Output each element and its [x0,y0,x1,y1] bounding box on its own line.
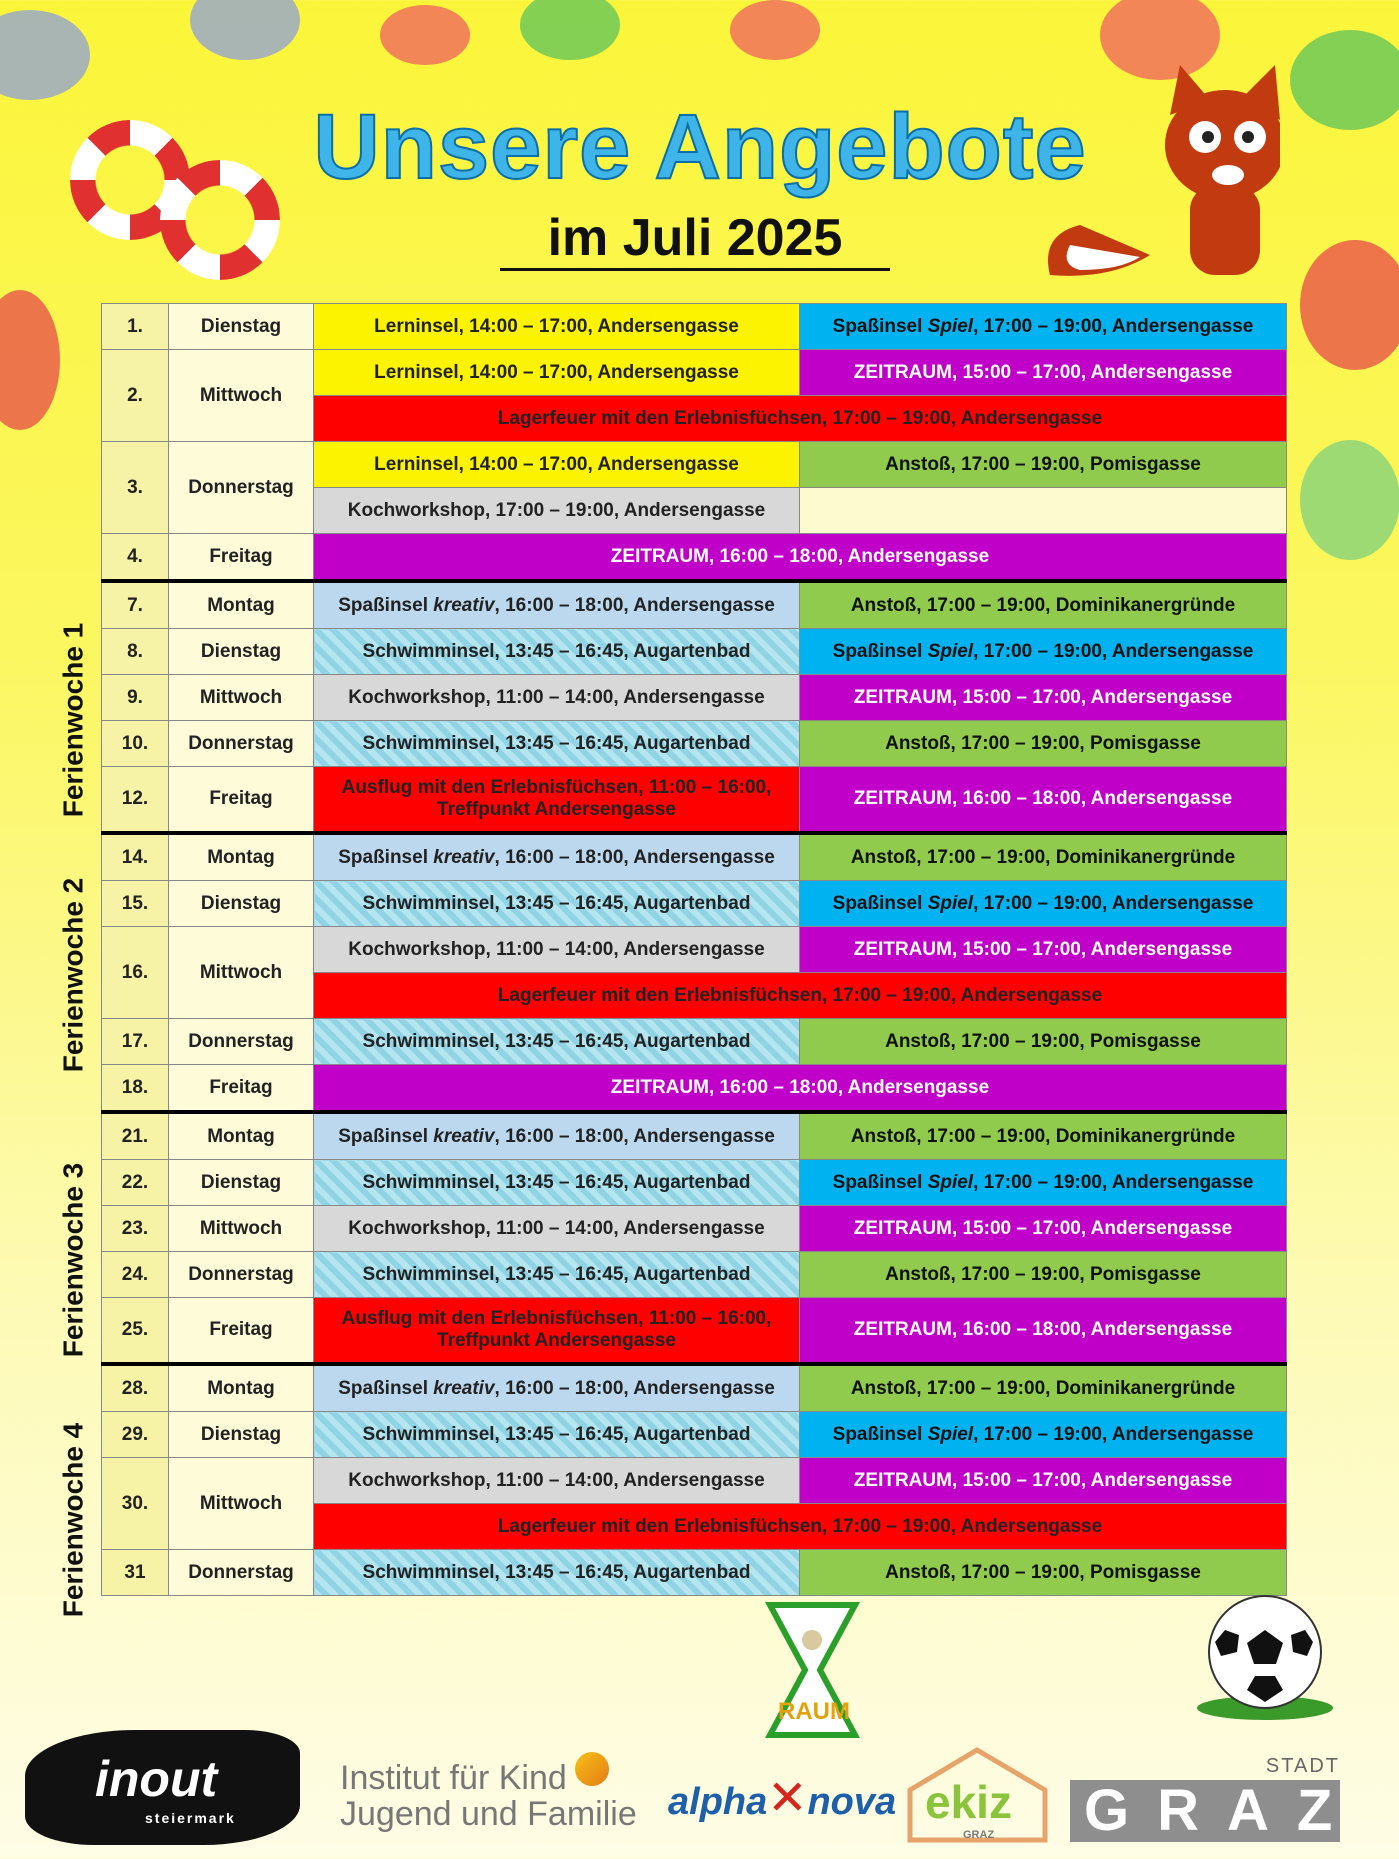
date-cell: 16. [102,927,169,1019]
inout-logo: inout steiermark [25,1730,300,1845]
paint-splash [1290,30,1399,130]
date-cell: 12. [102,767,169,834]
date-cell: 9. [102,675,169,721]
activity-cell: Spaßinsel Spiel, 17:00 – 19:00, Andersengasse [800,304,1287,350]
schedule-row [102,1019,1287,1065]
schedule-table [101,303,1287,1596]
activity-cell: Spaßinsel kreativ, 16:00 – 18:00, Andersengasse [314,581,800,629]
weekday-cell: Dienstag [169,1160,314,1206]
activity-cell: Schwimminsel, 13:45 – 16:45, Augartenbad [314,721,800,767]
weekday-cell: Mittwoch [169,350,314,442]
date-cell: 30. [102,1458,169,1550]
date-cell: 21. [102,1112,169,1160]
schedule-row [102,1298,1287,1365]
weekday-cell: Donnerstag [169,1252,314,1298]
activity-cell: Spaßinsel Spiel, 17:00 – 19:00, Andersengasse [800,1160,1287,1206]
weekday-cell: Montag [169,1112,314,1160]
schedule-row [102,767,1287,834]
week-label: Ferienwoche 3 [57,1162,89,1358]
weekday-cell: Freitag [169,1298,314,1365]
paint-splash [190,0,300,60]
date-cell: 15. [102,881,169,927]
ekiz-logo: ekiz GRAZ [905,1745,1050,1845]
activity-cell: Ausflug mit den Erlebnisfüchsen, 11:00 – 16:00, Treffpunkt Andersengasse [314,767,800,834]
date-cell: 18. [102,1065,169,1113]
weekday-cell: Donnerstag [169,1019,314,1065]
schedule-row [102,833,1287,881]
schedule-row [102,304,1287,350]
paint-splash [0,290,60,430]
date-cell: 1. [102,304,169,350]
activity-cell: Schwimminsel, 13:45 – 16:45, Augartenbad [314,1019,800,1065]
schedule-row [102,675,1287,721]
weekday-cell: Freitag [169,534,314,582]
activity-cell: ZEITRAUM, 16:00 – 18:00, Andersengasse [314,1065,1287,1113]
activity-cell: Anstoß, 17:00 – 19:00, Dominikanergründe [800,1364,1287,1412]
activity-cell: Lerninsel, 14:00 – 17:00, Andersengasse [314,442,800,488]
schedule-row [102,1364,1287,1412]
activity-cell [800,488,1287,534]
schedule-row [102,1550,1287,1596]
schedule-row [102,927,1287,973]
paint-splash [1300,440,1399,560]
date-cell: 31 [102,1550,169,1596]
activity-cell: Schwimminsel, 13:45 – 16:45, Augartenbad [314,629,800,675]
schedule-row [102,1458,1287,1504]
date-cell: 3. [102,442,169,534]
page-subtitle: im Juli 2025 [500,208,890,271]
activity-cell: Schwimminsel, 13:45 – 16:45, Augartenbad [314,881,800,927]
weekday-cell: Donnerstag [169,1550,314,1596]
activity-cell: Lagerfeuer mit den Erlebnisfüchsen, 17:00 – 19:00, Andersengasse [314,973,1287,1019]
activity-cell: ZEITRAUM, 15:00 – 17:00, Andersengasse [800,927,1287,973]
weekday-cell: Donnerstag [169,442,314,534]
activity-cell: Schwimminsel, 13:45 – 16:45, Augartenbad [314,1550,800,1596]
paint-splash [380,5,470,65]
alphanova-logo: alpha✕nova [668,1772,897,1825]
date-cell: 24. [102,1252,169,1298]
activity-cell: Anstoß, 17:00 – 19:00, Pomisgasse [800,1550,1287,1596]
activity-cell: Lerninsel, 14:00 – 17:00, Andersengasse [314,350,800,396]
schedule-row [102,534,1287,582]
sun-icon [575,1752,609,1786]
date-cell: 14. [102,833,169,881]
activity-cell: Anstoß, 17:00 – 19:00, Dominikanergründe [800,833,1287,881]
schedule-row [102,1206,1287,1252]
raum-logo: RAUM [760,1600,865,1745]
activity-cell: Kochworkshop, 11:00 – 14:00, Andersengasse [314,1206,800,1252]
activity-cell: Anstoß, 17:00 – 19:00, Pomisgasse [800,1252,1287,1298]
weekday-cell: Mittwoch [169,675,314,721]
activity-cell: Kochworkshop, 11:00 – 14:00, Andersengasse [314,675,800,721]
weekday-cell: Mittwoch [169,1458,314,1550]
institut-logo: Institut für Kind Jugend und Familie [340,1760,637,1832]
activity-cell: ZEITRAUM, 15:00 – 17:00, Andersengasse [800,675,1287,721]
schedule-row [102,1252,1287,1298]
schedule-row [102,721,1287,767]
activity-cell: Lagerfeuer mit den Erlebnisfüchsen, 17:00 – 19:00, Andersengasse [314,1504,1287,1550]
date-cell: 28. [102,1364,169,1412]
paint-splash [520,0,620,60]
week-label: Ferienwoche 2 [57,877,89,1073]
paint-splash [1300,240,1399,370]
activity-cell: Schwimminsel, 13:45 – 16:45, Augartenbad [314,1252,800,1298]
activity-cell: Schwimminsel, 13:45 – 16:45, Augartenbad [314,1412,800,1458]
paint-splash [730,0,820,60]
activity-cell: Kochworkshop, 11:00 – 14:00, Andersengasse [314,1458,800,1504]
schedule-row [102,881,1287,927]
date-cell: 22. [102,1160,169,1206]
page-title: Unsere Angebote [313,96,1087,198]
activity-cell: ZEITRAUM, 15:00 – 17:00, Andersengasse [800,350,1287,396]
activity-cell: Schwimminsel, 13:45 – 16:45, Augartenbad [314,1160,800,1206]
date-cell: 7. [102,581,169,629]
weekday-cell: Mittwoch [169,927,314,1019]
week-label: Ferienwoche 1 [57,622,89,818]
activity-cell: Spaßinsel Spiel, 17:00 – 19:00, Andersengasse [800,1412,1287,1458]
activity-cell: Anstoß, 17:00 – 19:00, Dominikanergründe [800,1112,1287,1160]
weekday-cell: Freitag [169,1065,314,1113]
week-label: Ferienwoche 4 [57,1422,89,1618]
activity-cell: Lagerfeuer mit den Erlebnisfüchsen, 17:00 – 19:00, Andersengasse [314,396,1287,442]
date-cell: 25. [102,1298,169,1365]
schedule-row [102,1112,1287,1160]
activity-cell: ZEITRAUM, 16:00 – 18:00, Andersengasse [314,534,1287,582]
activity-cell: ZEITRAUM, 15:00 – 17:00, Andersengasse [800,1206,1287,1252]
weekday-cell: Dienstag [169,881,314,927]
weekday-cell: Mittwoch [169,1206,314,1252]
date-cell: 8. [102,629,169,675]
activity-cell: Spaßinsel kreativ, 16:00 – 18:00, Andersengasse [314,833,800,881]
stadt-graz-logo: STADT GRAZ [1070,1755,1350,1850]
date-cell: 2. [102,350,169,442]
schedule-row [102,581,1287,629]
date-cell: 17. [102,1019,169,1065]
weekday-cell: Dienstag [169,629,314,675]
activity-cell: Spaßinsel kreativ, 16:00 – 18:00, Andersengasse [314,1364,800,1412]
paint-splash [0,10,90,100]
date-cell: 23. [102,1206,169,1252]
activity-cell: Lerninsel, 14:00 – 17:00, Andersengasse [314,304,800,350]
weekday-cell: Dienstag [169,1412,314,1458]
weekday-cell: Freitag [169,767,314,834]
activity-cell: Anstoß, 17:00 – 19:00, Dominikanergründe [800,581,1287,629]
weekday-cell: Dienstag [169,304,314,350]
activity-cell: ZEITRAUM, 16:00 – 18:00, Andersengasse [800,1298,1287,1365]
activity-cell: Anstoß, 17:00 – 19:00, Pomisgasse [800,442,1287,488]
schedule-row [102,1412,1287,1458]
weekday-cell: Montag [169,833,314,881]
soccer-ball-icon [1195,1590,1335,1720]
weekday-cell: Montag [169,581,314,629]
weekday-cell: Montag [169,1364,314,1412]
activity-cell: ZEITRAUM, 15:00 – 17:00, Andersengasse [800,1458,1287,1504]
date-cell: 10. [102,721,169,767]
date-cell: 4. [102,534,169,582]
schedule-row [102,1065,1287,1113]
date-cell: 29. [102,1412,169,1458]
weekday-cell: Donnerstag [169,721,314,767]
life-ring-icon [160,160,280,280]
schedule-row [102,1160,1287,1206]
schedule-row [102,350,1287,396]
activity-cell: Spaßinsel Spiel, 17:00 – 19:00, Andersengasse [800,629,1287,675]
activity-cell: ZEITRAUM, 16:00 – 18:00, Andersengasse [800,767,1287,834]
activity-cell: Spaßinsel Spiel, 17:00 – 19:00, Andersengasse [800,881,1287,927]
activity-cell: Kochworkshop, 17:00 – 19:00, Andersengasse [314,488,800,534]
activity-cell: Ausflug mit den Erlebnisfüchsen, 11:00 – 16:00, Treffpunkt Andersengasse [314,1298,800,1365]
activity-cell: Anstoß, 17:00 – 19:00, Pomisgasse [800,721,1287,767]
activity-cell: Spaßinsel kreativ, 16:00 – 18:00, Andersengasse [314,1112,800,1160]
activity-cell: Kochworkshop, 11:00 – 14:00, Andersengasse [314,927,800,973]
schedule-row [102,442,1287,488]
schedule-row [102,629,1287,675]
activity-cell: Anstoß, 17:00 – 19:00, Pomisgasse [800,1019,1287,1065]
